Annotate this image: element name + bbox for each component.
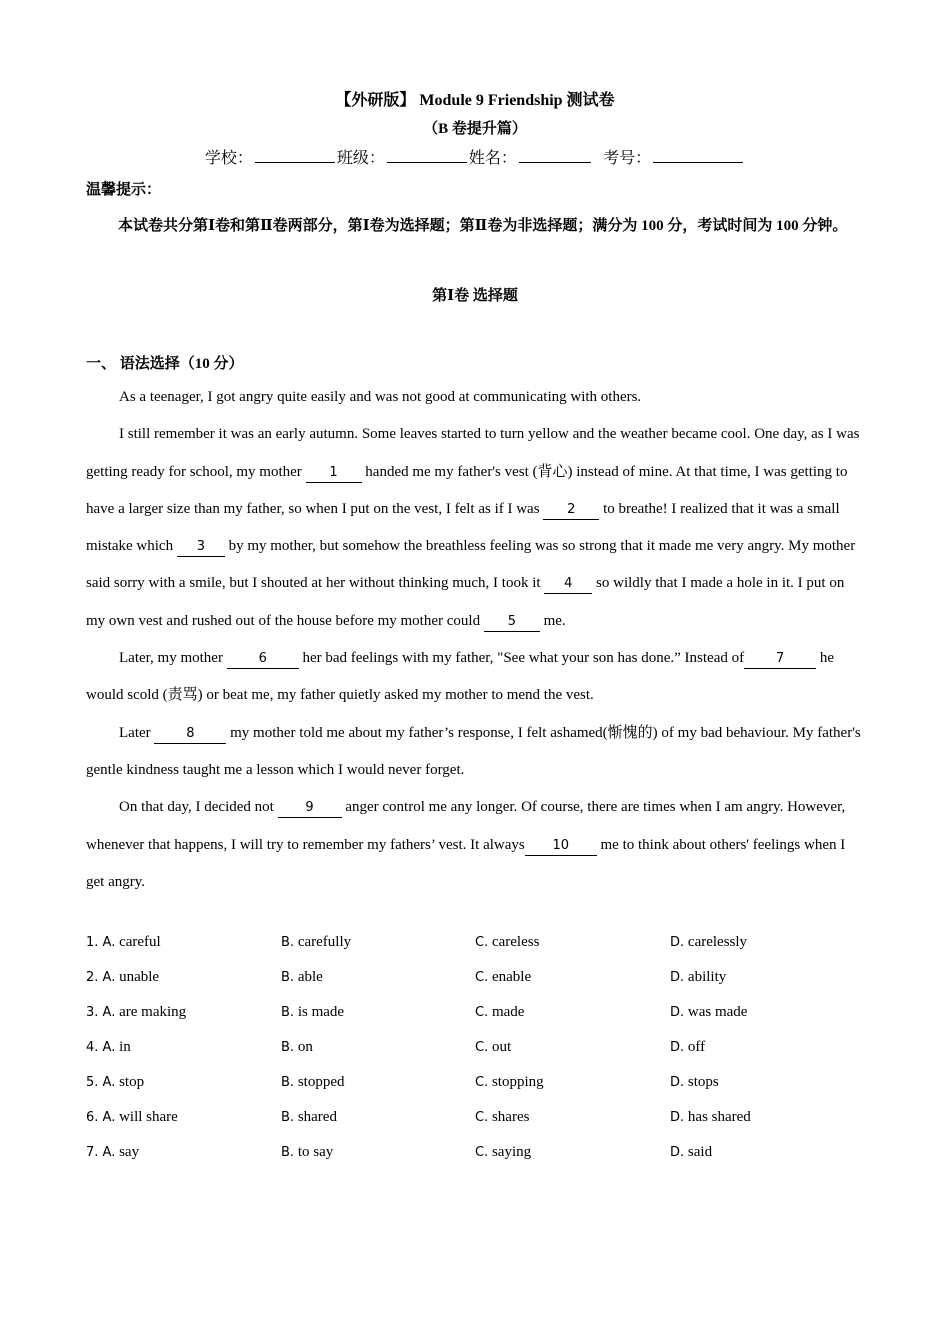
blank-2[interactable]: 2 [543, 501, 599, 520]
question-row [86, 1109, 866, 1144]
blank-3[interactable]: 3 [177, 538, 225, 557]
exam-subtitle: （B 卷提升篇） [423, 121, 527, 137]
question-row [86, 1074, 866, 1109]
question-row [86, 1039, 866, 1074]
blank-1[interactable]: 1 [306, 464, 362, 483]
exam-no-label: 考号： [603, 148, 652, 167]
question-row [86, 1144, 866, 1179]
question-row [86, 1004, 866, 1039]
passage-paragraph-4: Later 8 my mother told me about my father’s response, I felt ashamed(惭愧的) of my bad behaviour. My father's gentle kindness taught me a lesson which I would never forget. [86, 724, 861, 778]
option-d[interactable]: D. said [670, 1144, 713, 1160]
option-a[interactable]: 7. A. say [86, 1144, 140, 1160]
option-b[interactable]: B. able [281, 969, 323, 985]
notice-heading: 温馨提示： [86, 182, 162, 198]
exam-title: 【外研版】 Module 9 Friendship 测试卷 [335, 92, 615, 109]
option-a[interactable]: 1. A. careful [86, 934, 161, 950]
notice-text: 本试卷共分第Ⅰ卷和第Ⅱ卷两部分，第Ⅰ卷为选择题；第Ⅱ卷为非选择题；满分为 100 分，考试时间为 100 分钟。 [118, 218, 848, 234]
option-b[interactable]: B. stopped [281, 1074, 345, 1090]
question-options [86, 934, 866, 1179]
passage-text [86, 379, 866, 901]
option-c[interactable]: C. made [475, 1004, 525, 1020]
option-c[interactable]: C. stopping [475, 1074, 544, 1090]
part1-title: 第Ⅰ卷 选择题 [432, 288, 518, 304]
option-a[interactable]: 4. A. in [86, 1039, 131, 1055]
name-blank[interactable] [519, 148, 591, 163]
school-blank[interactable] [255, 148, 335, 163]
name-label: 姓名： [468, 148, 517, 167]
blank-7[interactable]: 7 [744, 650, 816, 669]
option-c[interactable]: C. out [475, 1039, 512, 1055]
blank-9[interactable]: 9 [278, 799, 342, 818]
option-b[interactable]: B. is made [281, 1004, 345, 1020]
option-d[interactable]: D. carelessly [670, 934, 748, 950]
option-a[interactable]: 2. A. unable [86, 969, 160, 985]
option-d[interactable]: D. off [670, 1039, 706, 1055]
option-c[interactable]: C. enable [475, 969, 532, 985]
option-a[interactable]: 5. A. stop [86, 1074, 145, 1090]
option-d[interactable]: D. has shared [670, 1109, 751, 1125]
option-b[interactable]: B. on [281, 1039, 313, 1055]
blank-8[interactable]: 8 [154, 725, 226, 744]
option-b[interactable]: B. to say [281, 1144, 334, 1160]
option-d[interactable]: D. ability [670, 969, 727, 985]
blank-6[interactable]: 6 [227, 650, 299, 669]
passage-paragraph-2: I still remember it was an early autumn. Some leaves started to turn yellow and the weather became cool. One day, as I was getting ready for school, my mother 1 handed me my father's vest (背心) instead of mine. At that time, I was getting to have a larger size than my father, so when I put on the vest, I felt as if I was 2 to breathe! I realized that it was a small mistake which 3 by my mother, but somehow the breathless feeling was so strong that it made me very angry. My mother said sorry with a smile, but I shouted at her without thinking much, I took it 4 so wildly that I made a hole in it. I put on my own vest and rushed out of the house before my mother could 5 me. [86, 416, 866, 640]
option-c[interactable]: C. saying [475, 1144, 532, 1160]
school-label: 学校： [204, 148, 253, 167]
option-d[interactable]: D. was made [670, 1004, 748, 1020]
option-d[interactable]: D. stops [670, 1074, 719, 1090]
passage-paragraph-5: On that day, I decided not 9 anger control me any longer. Of course, there are times when I am angry. However, whenever that happens, I will try to remember my fathers’ vest. It always 10 me to think about others' feelings when I get angry. [86, 799, 846, 890]
passage-paragraph-3: Later, my mother 6 her bad feelings with my father, "See what your son has done.” Instead of 7 he would scold (责骂) or beat me, my father quietly asked my mother to mend the vest. [86, 650, 835, 704]
question-row [86, 969, 866, 1004]
option-b[interactable]: B. carefully [281, 934, 352, 950]
passage-paragraph-1: As a teenager, I got angry quite easily and was not good at communicating with others. [119, 389, 642, 405]
blank-10[interactable]: 10 [525, 837, 597, 856]
exam-no-blank[interactable] [653, 148, 743, 163]
option-c[interactable]: C. careless [475, 934, 540, 950]
option-c[interactable]: C. shares [475, 1109, 530, 1125]
option-b[interactable]: B. shared [281, 1109, 337, 1125]
option-a[interactable]: 3. A. are making [86, 1004, 187, 1020]
blank-5[interactable]: 5 [484, 613, 540, 632]
question-row [86, 934, 866, 969]
section1-title: 一、 语法选择（10 分） [86, 356, 244, 372]
student-info-line [0, 145, 950, 168]
blank-4[interactable]: 4 [544, 575, 592, 594]
option-a[interactable]: 6. A. will share [86, 1109, 178, 1125]
class-blank[interactable] [387, 148, 467, 163]
class-label: 班级： [336, 148, 385, 167]
